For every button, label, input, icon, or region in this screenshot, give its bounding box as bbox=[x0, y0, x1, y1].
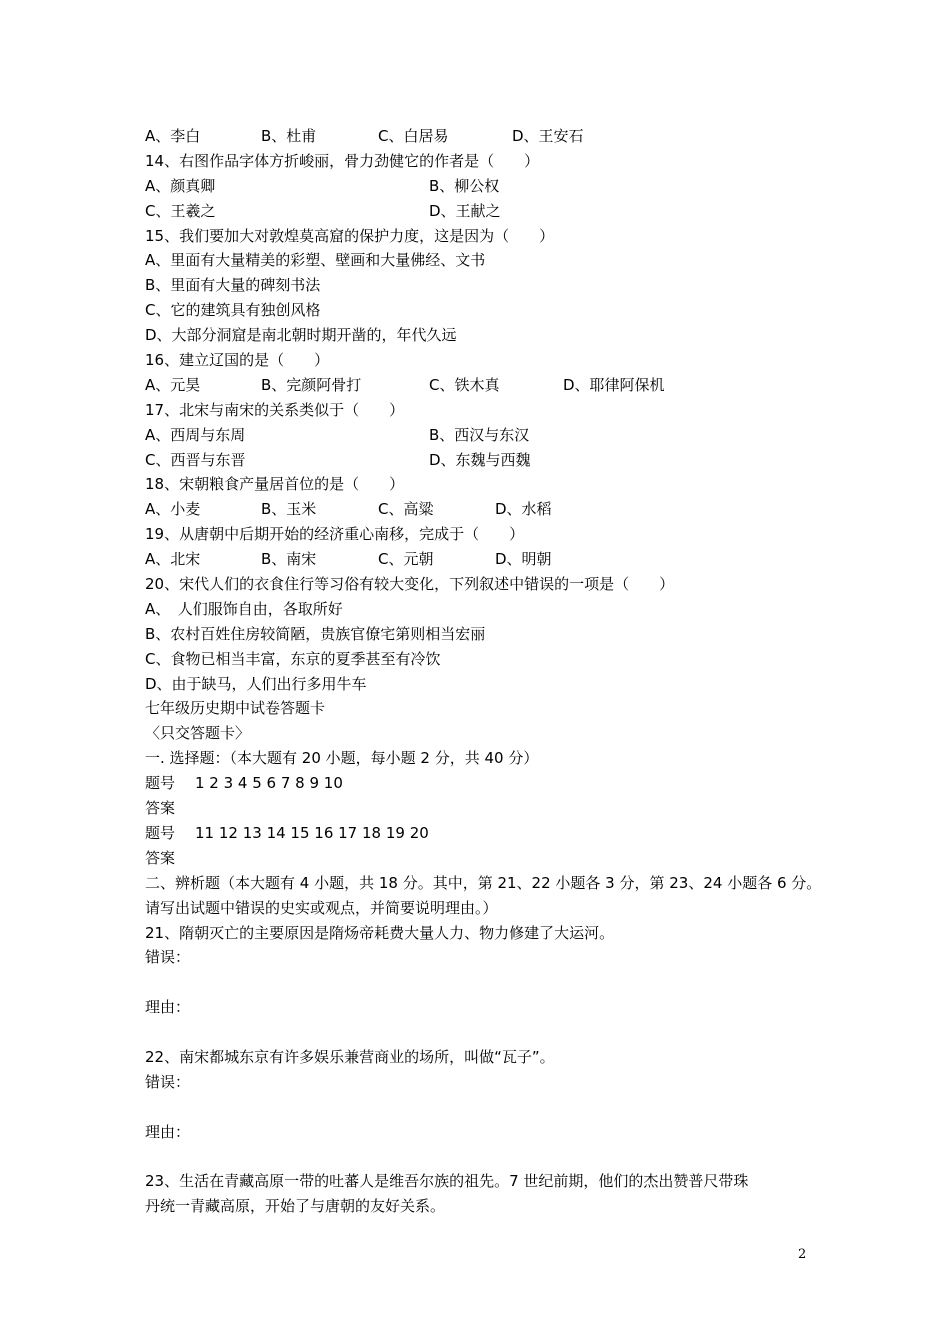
answer-table-row-numbers-2 bbox=[145, 821, 825, 846]
section-one-heading bbox=[145, 746, 825, 771]
q16-options bbox=[145, 373, 825, 398]
option-c: C、铁木真 bbox=[429, 375, 500, 394]
q13-options bbox=[145, 124, 825, 149]
option-d: D、耶律阿保机 bbox=[563, 375, 665, 394]
note-text: 〈只交答题卡〉 bbox=[145, 724, 251, 743]
option-d: D、王安石 bbox=[512, 127, 584, 145]
q18-question bbox=[145, 472, 825, 497]
q15-option-c bbox=[145, 298, 825, 323]
option-b: B、西汉与东汉 bbox=[429, 425, 530, 444]
question-text: 15、我们要加大对敦煌莫高窟的保护力度，这是因为（ ） bbox=[145, 226, 555, 245]
instruction-text: 请写出试题中错误的史实或观点，并简要说明理由。） bbox=[145, 898, 498, 917]
question-text: 21、隋朝灭亡的主要原因是隋炀帝耗费大量人力、物力修建了大运河。 bbox=[145, 923, 615, 942]
row-label: 答案 bbox=[145, 799, 176, 818]
question-text: 丹统一青藏高原，开始了与唐朝的友好关系。 bbox=[145, 1197, 446, 1216]
row-label: 题号 bbox=[145, 823, 176, 842]
q22-question bbox=[145, 1045, 825, 1070]
q15-option-a bbox=[145, 248, 825, 273]
section-two-heading bbox=[145, 871, 825, 896]
question-text: 16、建立辽国的是（ ） bbox=[145, 351, 330, 370]
option-a: A、西周与东周 bbox=[145, 425, 246, 444]
q21-question bbox=[145, 921, 825, 946]
option-c: C、元朝 bbox=[378, 550, 434, 569]
question-numbers: 1 2 3 4 5 6 7 8 9 10 bbox=[195, 774, 343, 793]
option-d: D、明朝 bbox=[495, 550, 552, 569]
option-b: B、里面有大量的碑刻书法 bbox=[145, 276, 321, 295]
heading-text: 七年级历史期中试卷答题卡 bbox=[145, 699, 326, 718]
option-a: A、李白 bbox=[145, 127, 201, 145]
section-two-instruction bbox=[145, 896, 825, 921]
q14-question bbox=[145, 149, 825, 174]
q21-reason-label bbox=[145, 995, 825, 1045]
option-c: C、西晋与东晋 bbox=[145, 450, 246, 469]
q15-option-b bbox=[145, 273, 825, 298]
option-d: D、由于缺马，人们出行多用牛车 bbox=[145, 674, 367, 693]
question-text: 20、宋代人们的衣食住行等习俗有较大变化，下列叙述中错误的一项是（ ） bbox=[145, 575, 675, 594]
option-c: C、它的建筑具有独创风格 bbox=[145, 301, 321, 320]
answer-table-row-numbers-1 bbox=[145, 771, 825, 796]
q22-error-label bbox=[145, 1070, 825, 1120]
option-a: A、 人们服饰自由，各取所好 bbox=[145, 599, 343, 618]
option-d: D、王献之 bbox=[429, 201, 501, 220]
q17-options-row2 bbox=[145, 448, 825, 473]
question-text: 14、右图作品字体方折峻丽，骨力劲健它的作者是（ ） bbox=[145, 151, 540, 170]
option-b: B、玉米 bbox=[261, 500, 317, 519]
answer-table-row-answers-2 bbox=[145, 846, 825, 871]
question-text: 23、生活在青藏高原一带的吐蕃人是维吾尔族的祖先。7 世纪前期，他们的杰出赞普尺带珠 bbox=[145, 1172, 749, 1191]
option-a: A、元昊 bbox=[145, 375, 201, 394]
q17-question bbox=[145, 398, 825, 423]
option-a: A、颜真卿 bbox=[145, 176, 216, 195]
section-text: 一. 选择题：（本大题有 20 小题，每小题 2 分，共 40 分） bbox=[145, 749, 539, 768]
question-text: 18、宋朝粮食产量居首位的是（ ） bbox=[145, 475, 405, 494]
q20-option-b bbox=[145, 622, 825, 647]
row-label: 题号 bbox=[145, 774, 176, 793]
option-b: B、南宋 bbox=[261, 550, 317, 569]
option-d: D、水稻 bbox=[495, 500, 552, 519]
page-number: 2 bbox=[798, 1247, 807, 1262]
q20-option-a bbox=[145, 597, 825, 622]
q19-question bbox=[145, 522, 825, 547]
q15-option-d bbox=[145, 323, 825, 348]
question-text: 19、从唐朝中后期开始的经济重心南移，完成于（ ） bbox=[145, 525, 525, 544]
option-d: D、大部分洞窟是南北朝时期开凿的，年代久远 bbox=[145, 326, 457, 345]
q20-option-c bbox=[145, 647, 825, 672]
option-b: B、农村百姓住房较简陋，贵族官僚宅第则相当宏丽 bbox=[145, 624, 486, 643]
q20-question bbox=[145, 572, 825, 597]
answer-sheet-note bbox=[145, 721, 825, 746]
q18-options bbox=[145, 497, 825, 522]
q20-option-d bbox=[145, 672, 825, 697]
exam-content bbox=[145, 124, 825, 1219]
q21-error-label bbox=[145, 945, 825, 995]
option-b: B、杜甫 bbox=[261, 127, 317, 145]
q16-question bbox=[145, 348, 825, 373]
q19-options bbox=[145, 547, 825, 572]
question-text: 17、北宋与南宋的关系类似于（ ） bbox=[145, 400, 405, 419]
option-c: C、高粱 bbox=[378, 500, 434, 519]
error-label: 错误： bbox=[145, 948, 191, 967]
option-a: A、里面有大量精美的彩塑、壁画和大量佛经、文书 bbox=[145, 251, 486, 270]
q14-options-row1 bbox=[145, 174, 825, 199]
option-a: A、北宋 bbox=[145, 550, 201, 569]
q23-question-line2 bbox=[145, 1194, 825, 1219]
question-numbers: 11 12 13 14 15 16 17 18 19 20 bbox=[195, 823, 429, 842]
q22-reason-label bbox=[145, 1120, 825, 1170]
option-d: D、东魏与西魏 bbox=[429, 450, 531, 469]
reason-label: 理由： bbox=[145, 1122, 191, 1141]
option-b: B、柳公权 bbox=[429, 176, 500, 195]
q15-question bbox=[145, 224, 825, 249]
error-label: 错误： bbox=[145, 1072, 191, 1091]
section-text: 二、辨析题（本大题有 4 小题，共 18 分。其中，第 21、22 小题各 3 分，第 23、24 小题各 6 分。 bbox=[145, 873, 822, 892]
option-c: C、白居易 bbox=[378, 127, 449, 145]
answer-table-row-answers-1 bbox=[145, 796, 825, 821]
option-a: A、小麦 bbox=[145, 500, 201, 519]
reason-label: 理由： bbox=[145, 998, 191, 1017]
option-b: B、完颜阿骨打 bbox=[261, 375, 362, 394]
question-text: 22、南宋都城东京有许多娱乐兼营商业的场所，叫做“瓦子”。 bbox=[145, 1047, 555, 1066]
q23-question-line1 bbox=[145, 1169, 825, 1194]
option-c: C、王羲之 bbox=[145, 201, 216, 220]
answer-sheet-title bbox=[145, 696, 825, 721]
q17-options-row1 bbox=[145, 423, 825, 448]
q14-options-row2 bbox=[145, 199, 825, 224]
row-label: 答案 bbox=[145, 848, 176, 867]
option-c: C、食物已相当丰富，东京的夏季甚至有冷饮 bbox=[145, 649, 441, 668]
